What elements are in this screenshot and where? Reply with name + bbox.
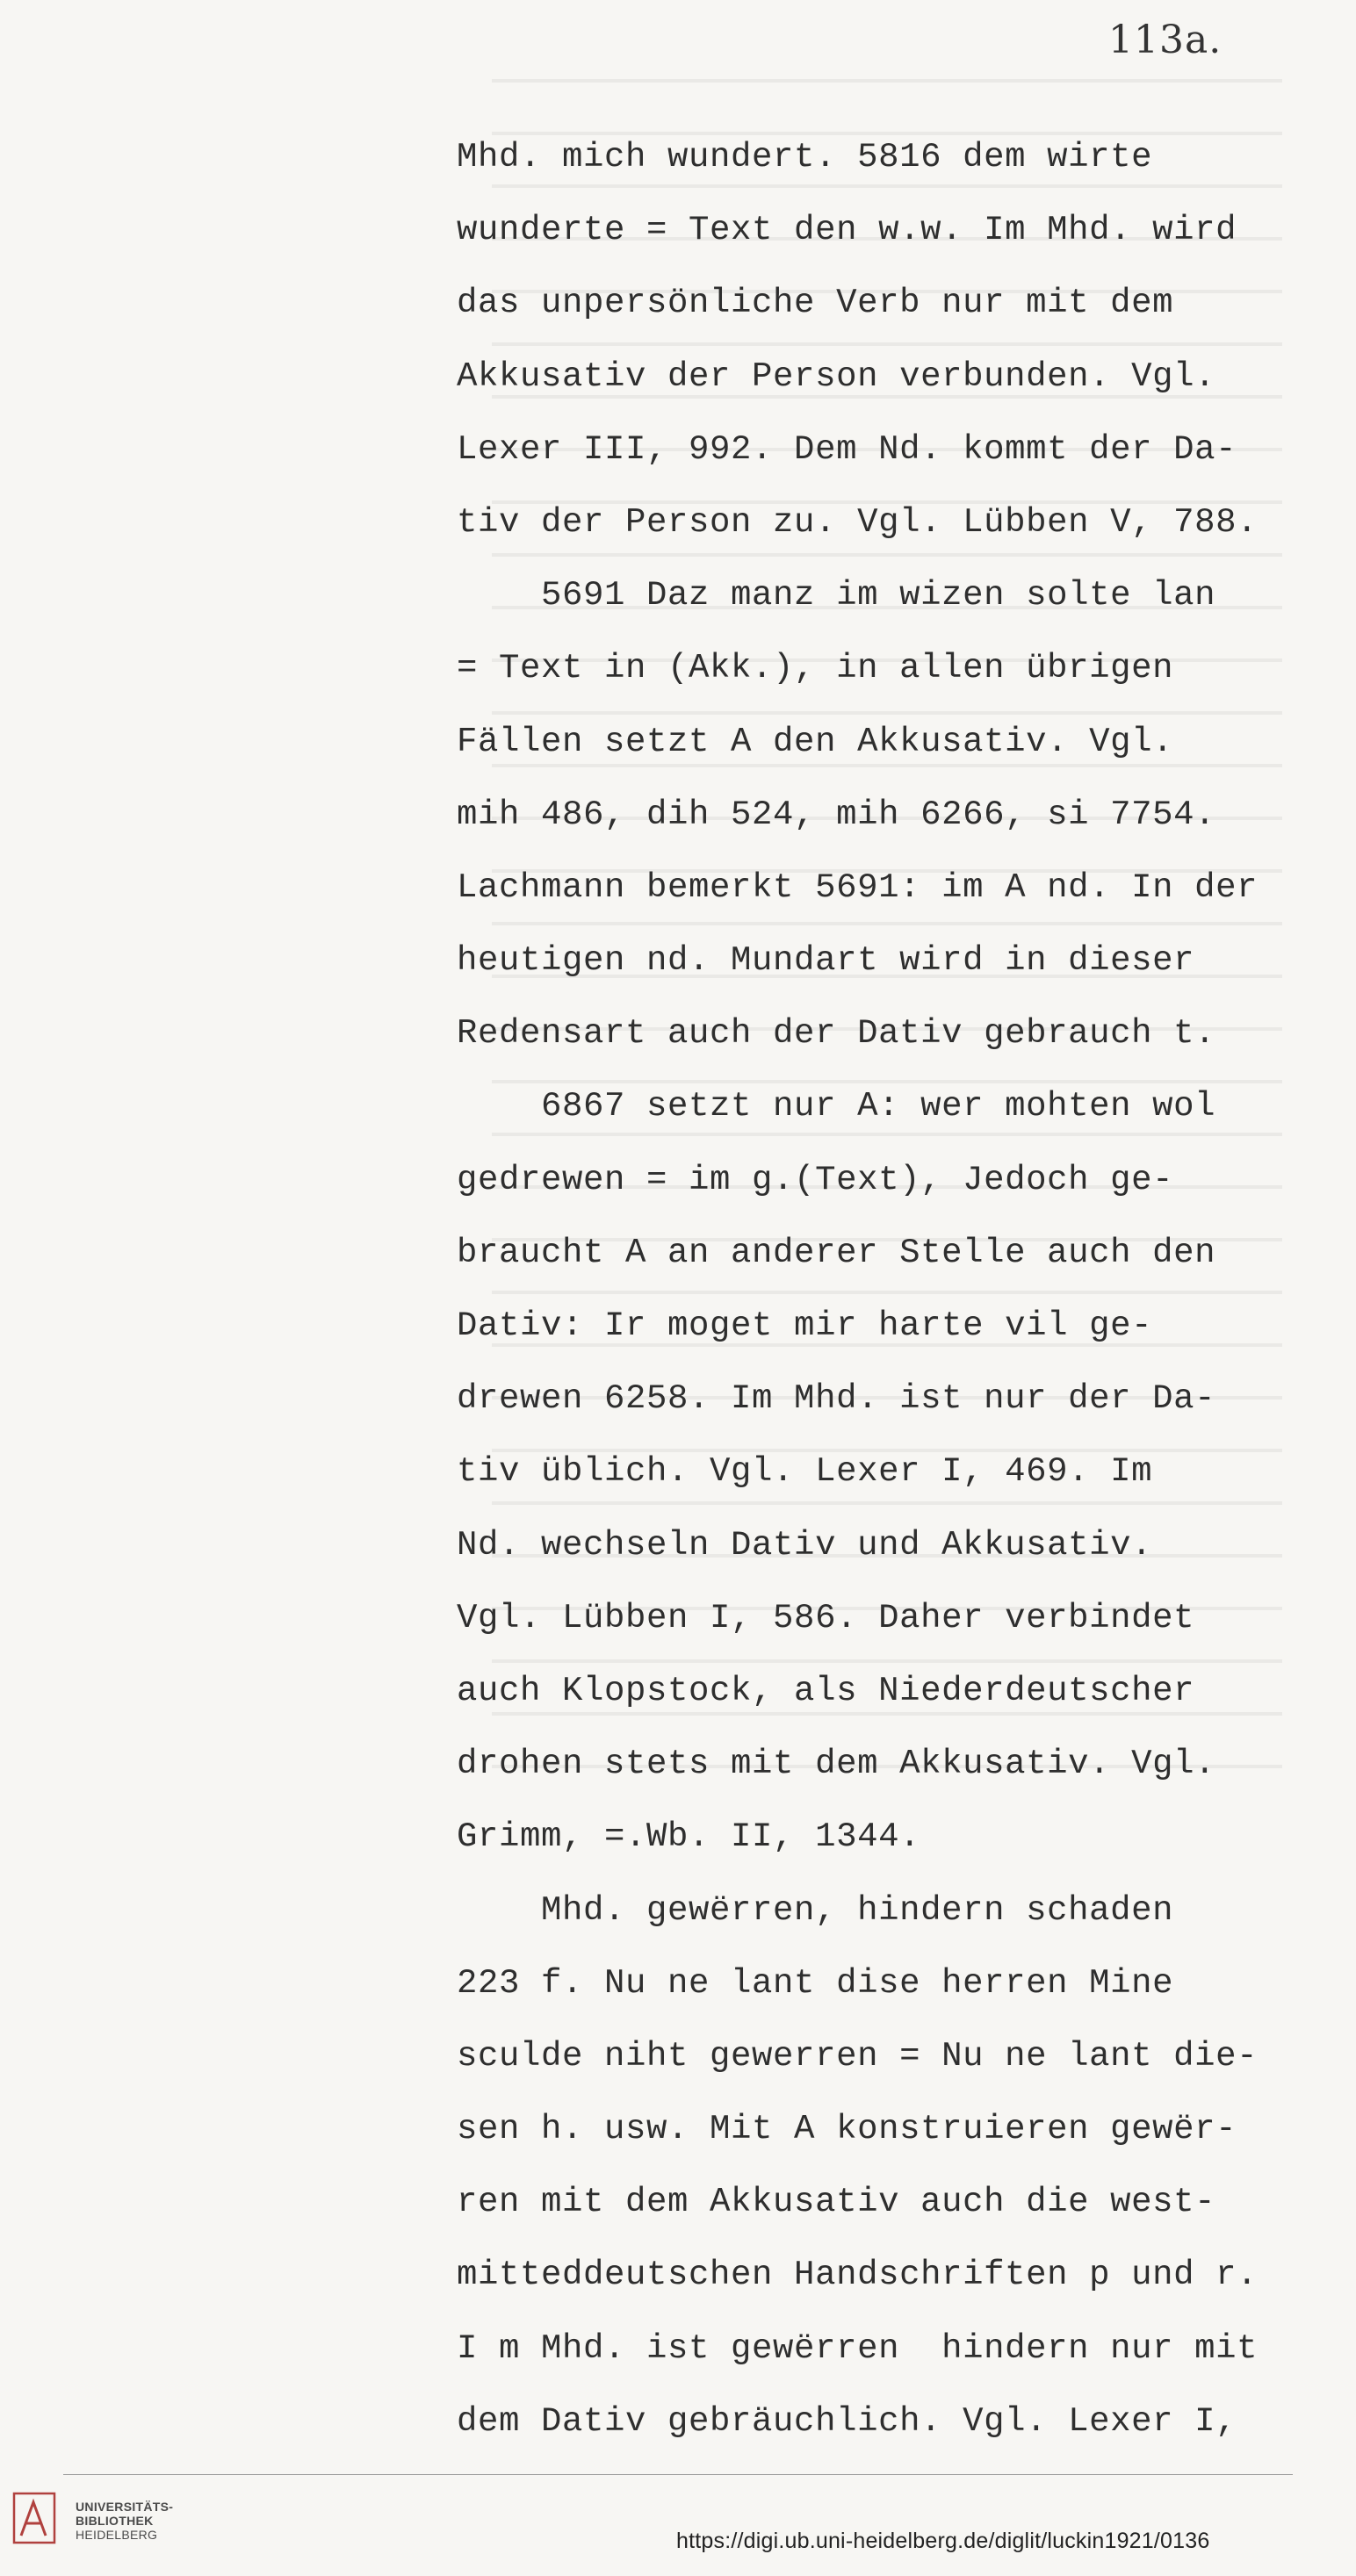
text-line: gedrewen = im g.(Text), Jedoch ge- (457, 1160, 1174, 1199)
text-line: das unpersönliche Verb nur mit dem (457, 284, 1174, 323)
text-line: 6867 setzt nur A: wer mohten wol (457, 1087, 1216, 1126)
text-line: heutigen nd. Mundart wird in dieser (457, 941, 1195, 981)
text-line: mitteddeutschen Handschriften p und r. (457, 2256, 1259, 2295)
text-line: Akkusativ der Person verbunden. Vgl. (457, 356, 1216, 396)
text-line: Mhd. mich wundert. 5816 dem wirte (457, 138, 1153, 176)
text-line: auch Klopstock, als Niederdeutscher (457, 1671, 1195, 1710)
text-line: I m Mhd. ist gewërren hindern nur mit (457, 2328, 1259, 2368)
library-name (76, 2500, 173, 2542)
text-line: = Text in (Akk.), in allen übrigen (457, 649, 1174, 688)
text-line: braucht A an anderer Stelle auch den (457, 1233, 1216, 1272)
text-line: Grimm, =.Wb. II, 1344. (457, 1817, 921, 1857)
text-line: sen h. usw. Mit A konstruieren gewër- (457, 2110, 1237, 2149)
text-line: mih 486, dih 524, mih 6266, si 7754. (457, 795, 1216, 834)
text-line: Vgl. Lübben I, 586. Daher verbindet (457, 1598, 1195, 1637)
source-url-link[interactable]: https://digi.ub.uni-heidelberg.de/diglit/luckin1921/0136 (676, 2529, 1210, 2553)
typewritten-body (457, 121, 1300, 2458)
text-line: wunderte = Text den w.w. Im Mhd. wird (457, 211, 1237, 250)
text-line: drohen stets mit dem Akkusativ. Vgl. (457, 1745, 1216, 1784)
library-name-line1: UNIVERSITÄTS- (76, 2500, 174, 2514)
text-line: drewen 6258. Im Mhd. ist nur der Da- (457, 1379, 1216, 1419)
library-name-line3: HEIDELBERG (76, 2528, 158, 2542)
page-number: 113a. (1108, 18, 1223, 62)
text-line: Lachmann bemerkt 5691: im A nd. In der (457, 867, 1259, 907)
text-line: Lexer III, 992. Dem Nd. kommt der Da- (457, 429, 1237, 469)
library-name-line2: BIBLIOTHEK (76, 2514, 154, 2528)
footer-divider (63, 2474, 1293, 2475)
text-line: sculde niht gewerren = Nu ne lant die- (457, 2036, 1259, 2076)
text-line: Fällen setzt A den Akkusativ. Vgl. (457, 722, 1174, 761)
text-line: tiv der Person zu. Vgl. Lübben V, 788. (457, 502, 1259, 542)
text-line: Dativ: Ir moget mir harte vil ge- (457, 1306, 1153, 1345)
text-line: Mhd. gewërren, hindern schaden (457, 1890, 1174, 1930)
text-line: tiv üblich. Vgl. Lexer I, 469. Im (457, 1452, 1153, 1492)
text-line: dem Dativ gebräuchlich. Vgl. Lexer I, (457, 2401, 1237, 2441)
text-line: Redensart auch der Dativ gebrauch t. (457, 1014, 1216, 1054)
text-line: 5691 Daz manz im wizen solte lan (457, 576, 1216, 615)
library-logo-icon (12, 2492, 56, 2544)
text-line: Nd. wechseln Dativ und Akkusativ. (457, 1525, 1153, 1565)
text-line: ren mit dem Akkusativ auch die west- (457, 2183, 1216, 2222)
text-line: 223 f. Nu ne lant dise herren Mine (457, 1963, 1174, 2003)
